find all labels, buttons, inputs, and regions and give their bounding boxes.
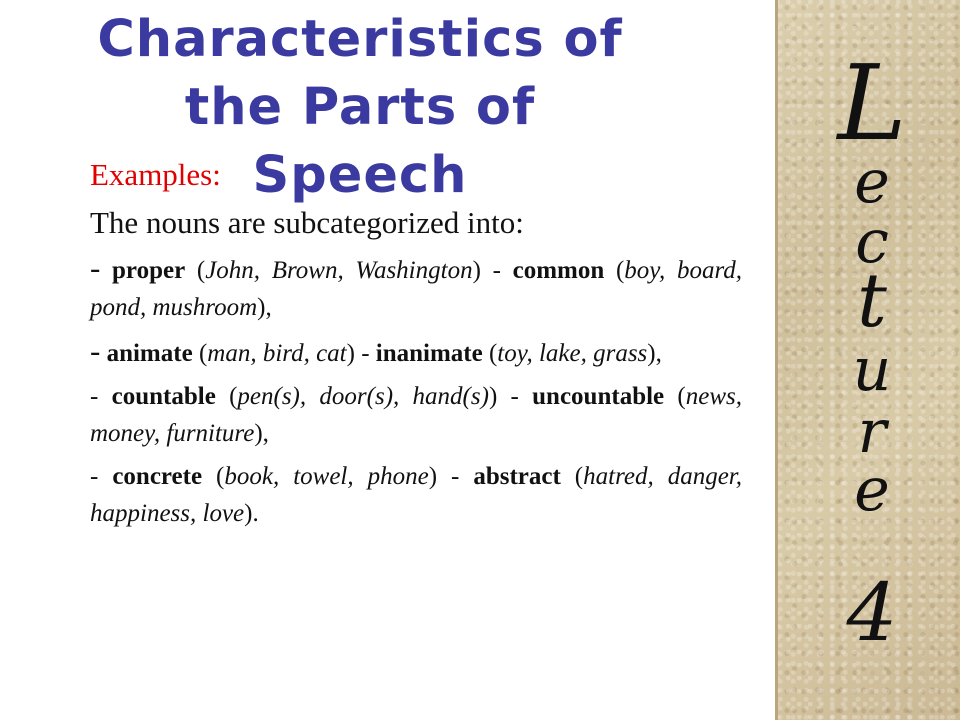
list-item-countable-uncountable: - countable (pen(s), door(s), hand(s)) - uncountable (news, money, furniture), bbox=[90, 383, 742, 447]
punctuation: , bbox=[265, 294, 272, 321]
lecture-letter: c bbox=[855, 207, 889, 277]
term: concrete bbox=[112, 463, 203, 490]
examples: hatred, danger, happiness, love bbox=[90, 463, 743, 527]
dash: - bbox=[90, 463, 99, 490]
punctuation: , bbox=[262, 420, 269, 447]
examples: news, money, furniture bbox=[90, 383, 742, 447]
lecture-letter: u bbox=[852, 335, 892, 405]
list-item-animate-inanimate: - animate (man, bird, cat) - inanimate (toy, lake, grass), bbox=[90, 333, 662, 368]
slide-body bbox=[90, 155, 742, 536]
examples: toy, lake, grass bbox=[497, 340, 648, 367]
lecture-letter: L bbox=[837, 42, 907, 164]
dash: - bbox=[90, 333, 101, 368]
term: uncountable bbox=[532, 383, 665, 410]
punctuation: . bbox=[252, 500, 259, 527]
slide-title: Characteristics of the Parts of Speech bbox=[97, 10, 623, 205]
term: proper bbox=[112, 257, 186, 284]
dash: - bbox=[90, 250, 101, 285]
panel-divider bbox=[775, 0, 778, 720]
dash: - bbox=[492, 257, 501, 284]
examples: pen(s), door(s), hand(s) bbox=[237, 383, 489, 410]
examples: man, bird, cat bbox=[207, 340, 347, 367]
dash: - bbox=[361, 340, 370, 367]
term: abstract bbox=[473, 463, 561, 490]
dash: - bbox=[90, 383, 99, 410]
lecture-letter: t bbox=[857, 258, 887, 344]
punctuation: , bbox=[655, 340, 662, 367]
lecture-number: 4 bbox=[846, 566, 898, 659]
term: countable bbox=[111, 383, 216, 410]
intro-text: The nouns are subcategorized into: bbox=[90, 205, 524, 240]
list-item-concrete-abstract: - concrete (book, towel, phone) - abstract (hatred, danger, happiness, love). bbox=[90, 463, 743, 527]
dash: - bbox=[451, 463, 460, 490]
examples: book, towel, phone bbox=[224, 463, 429, 490]
term: animate bbox=[106, 340, 193, 367]
lecture-letter: r bbox=[857, 397, 887, 467]
list-item-proper-common: - proper (John, Brown, Washington) - common (boy, board, pond, mushroom), bbox=[90, 250, 743, 321]
examples-label: Examples: bbox=[90, 157, 221, 192]
term: common bbox=[512, 257, 605, 284]
lecture-letter: e bbox=[854, 455, 890, 525]
term: inanimate bbox=[375, 340, 483, 367]
examples: John, Brown, Washington bbox=[205, 257, 473, 284]
dash: - bbox=[510, 383, 519, 410]
lecture-letter: e bbox=[854, 147, 890, 217]
examples: boy, board, pond, mushroom bbox=[90, 257, 743, 321]
